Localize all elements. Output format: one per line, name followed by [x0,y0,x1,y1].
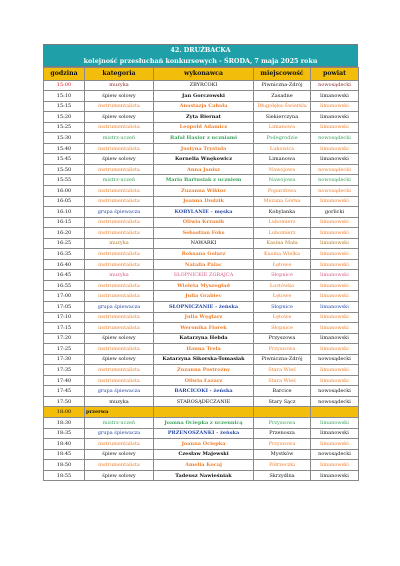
table-row [44,196,359,207]
cell-category: śpiew solowy [85,333,154,344]
schedule-sheet [43,44,358,481]
cell-county: nowosądecki [311,449,359,460]
cell-category: instrumentalista [85,249,154,260]
cell-performer: BARCICOKI - żeńska [154,386,254,397]
cell-town: Stara Wieś [254,375,311,386]
cell-county: limanowski [311,228,359,239]
cell-town: Piwniczna-Zdrój [254,80,311,91]
cell-time: 16:00 [44,185,85,196]
cell-performer: PRZENOSZANKI - żeńska [154,428,254,439]
table-row [44,386,359,397]
cell-category: instrumentalista [85,460,154,471]
table-row [44,460,359,471]
cell-time: 18:50 [44,460,85,471]
table-row [44,185,359,196]
cell-town: Kobylanka [254,207,311,218]
cell-time: 15:45 [44,154,85,165]
cell-town [254,407,311,418]
cell-town: Mystków [254,449,311,460]
cell-town: Słopnice [254,323,311,334]
cell-time: 16:45 [44,270,85,281]
table-row [44,301,359,312]
cell-performer: Tadeusz Nawieśniak [154,470,254,481]
cell-time: 16:20 [44,228,85,239]
cell-category: śpiew solowy [85,154,154,165]
cell-town: Barcice [254,386,311,397]
cell-time: 15:40 [44,143,85,154]
cell-county: limanowski [311,112,359,123]
cell-performer: Anna Janisz [154,164,254,175]
cell-category: grupa śpiewacza [85,428,154,439]
table-row [44,122,359,133]
cell-county: nowosądecki [311,133,359,144]
cell-town: Skrzydlna [254,470,311,481]
cell-town: Słopnice [254,270,311,281]
table-row [44,112,359,123]
cell-category: instrumentalista [85,375,154,386]
cell-county: limanowski [311,196,359,207]
cell-time: 15:50 [44,164,85,175]
cell-town: Limanowa [254,122,311,133]
column-header-performer: wykonawca [154,68,254,81]
cell-town: Piwniczna-Zdrój [254,354,311,365]
cell-category: instrumentalista [85,164,154,175]
cell-time: 15:30 [44,133,85,144]
cell-category: instrumentalista [85,101,154,112]
cell-performer: Julia Węglarz [154,312,254,323]
cell-time: 17:20 [44,333,85,344]
cell-time: 15:20 [44,112,85,123]
cell-town: Popardowa [254,185,311,196]
cell-performer: Jan Gorczowski [154,91,254,102]
cell-town: Łostówka [254,280,311,291]
cell-county: limanowski [311,122,359,133]
cell-performer: Julia Grabiec [154,291,254,302]
cell-category: śpiew solowy [85,470,154,481]
table-row [44,164,359,175]
cell-county: limanowski [311,344,359,355]
cell-category: mistrz-uczeń [85,418,154,429]
cell-county: limanowski [311,323,359,334]
cell-performer: Roksana Golarz [154,249,254,260]
cell-performer: Katarzyna Sikorska-Tomasiak [154,354,254,365]
cell-category: instrumentalista [85,291,154,302]
cell-performer: ZBYRCOKI [154,80,254,91]
cell-county: limanowski [311,365,359,376]
table-row [44,449,359,460]
cell-performer: Zuzanna Postrożny [154,365,254,376]
cell-performer: KOBYLANIE - męska [154,207,254,218]
cell-county: limanowski [311,439,359,450]
cell-town: Łukowica [254,143,311,154]
table-row [44,333,359,344]
cell-category: instrumentalista [85,228,154,239]
cell-performer: Joanna Ociepka z uczennicą [154,418,254,429]
cell-category: instrumentalista [85,185,154,196]
cell-time: 17:05 [44,301,85,312]
table-row [44,238,359,249]
cell-time: 16:05 [44,196,85,207]
table-row [44,80,359,91]
column-header-town: miejscowość [254,68,311,81]
cell-category: śpiew solowy [85,91,154,102]
cell-category: grupa śpiewacza [85,386,154,397]
table-row [44,101,359,112]
cell-town: Przenosza [254,428,311,439]
table-row [44,280,359,291]
table-row [44,396,359,407]
cell-time: 17:40 [44,375,85,386]
table-row [44,365,359,376]
table-row [44,418,359,429]
cell-category: instrumentalista [85,280,154,291]
cell-time: 15:55 [44,175,85,186]
cell-town: Mszana Górna [254,196,311,207]
cell-county: nowosądecki [311,396,359,407]
cell-category: muzyka [85,396,154,407]
cell-category: śpiew solowy [85,354,154,365]
cell-town: Przyszowa [254,418,311,429]
cell-town: Przyszowa [254,439,311,450]
cell-town: Przyszowa [254,333,311,344]
table-row [44,228,359,239]
cell-performer: STAROSĄDECZANIE [154,396,254,407]
cell-time: 18:35 [44,428,85,439]
cell-performer: Anastazja Cabała [154,101,254,112]
cell-performer: Maria Bartusiak z uczniem [154,175,254,186]
cell-time: 17:00 [44,291,85,302]
cell-performer: SŁOPNICKIE ZGRAJCA [154,270,254,281]
cell-county: limanowski [311,470,359,481]
cell-performer: Oliwia Krzanik [154,217,254,228]
cell-county: limanowski [311,460,359,471]
cell-time: 15:15 [44,101,85,112]
cell-town: Siekierczyna [254,112,311,123]
table-row [44,470,359,481]
cell-time: 16:25 [44,238,85,249]
cell-performer: Oliwia Łazarz [154,375,254,386]
table-row [44,217,359,228]
cell-performer: NAWARKI [154,238,254,249]
cell-town: Łętowe [254,312,311,323]
cell-time: 17:45 [44,386,85,397]
cell-performer: Katarzyna Hebda [154,333,254,344]
cell-county: nowosądecki [311,164,359,175]
cell-category: grupa śpiewacza [85,207,154,218]
cell-town: Stara Wieś [254,365,311,376]
cell-time: 18:30 [44,418,85,429]
cell-performer: Amelia Kocaj [154,460,254,471]
cell-town: Lubomierz [254,228,311,239]
cell-town: Nawojowa [254,164,311,175]
cell-county: limanowski [311,418,359,429]
cell-category: instrumentalista [85,365,154,376]
cell-time: 15:10 [44,91,85,102]
cell-category: instrumentalista [85,143,154,154]
cell-time: 18:45 [44,449,85,460]
cell-category: instrumentalista [85,312,154,323]
cell-performer: Leopold Adamicz [154,122,254,133]
cell-county: limanowski [311,238,359,249]
table-row [44,428,359,439]
cell-time: 15:25 [44,122,85,133]
cell-county: limanowski [311,280,359,291]
cell-town: Półrzeczki [254,460,311,471]
cell-category: muzyka [85,238,154,249]
cell-time: 17:25 [44,344,85,355]
cell-time: 17:30 [44,354,85,365]
cell-performer: Zyta Biernat [154,112,254,123]
column-header-county: powiat [311,68,359,81]
cell-town: Słopnice [254,301,311,312]
cell-performer: Justyna Trystuła [154,143,254,154]
cell-town: Łętowe [254,259,311,270]
event-title: 42. DRUŻBACKA [170,46,231,54]
table-row [44,143,359,154]
cell-category: mistrz-uczeń [85,175,154,186]
cell-county: limanowski [311,154,359,165]
cell-town: Nawojowa [254,175,311,186]
cell-county: limanowski [311,428,359,439]
cell-county: nowosądecki [311,80,359,91]
cell-town: Kasina Mała [254,238,311,249]
cell-performer: Rafał Hasior z uczniami [154,133,254,144]
cell-county: nowosądecki [311,175,359,186]
cell-performer: Zuzanna Wiktor [154,185,254,196]
cell-county: nowosądecki [311,386,359,397]
table-row [44,375,359,386]
cell-category: mistrz-uczeń [85,133,154,144]
table-row [44,175,359,186]
cell-county: nowosądecki [311,354,359,365]
table-row [44,323,359,334]
cell-county: limanowski [311,301,359,312]
table-row [44,249,359,260]
cell-county [311,407,359,418]
cell-category: śpiew solowy [85,112,154,123]
cell-time: 16:35 [44,249,85,260]
cell-town: Kasina Wielka [254,249,311,260]
cell-performer: Joanna Dudzik [154,196,254,207]
cell-performer: Kornelia Wnękowicz [154,154,254,165]
cell-category: instrumentalista [85,259,154,270]
column-header-time: godzina [44,68,85,81]
cell-county: limanowski [311,101,359,112]
cell-time: 16:10 [44,207,85,218]
cell-county: limanowski [311,312,359,323]
cell-county: limanowski [311,270,359,281]
cell-county: limanowski [311,249,359,260]
cell-town: Podegrodzie [254,133,311,144]
cell-category: przerwa [85,407,154,418]
title-banner [43,44,358,67]
cell-performer: Sebastian Foks [154,228,254,239]
cell-county: limanowski [311,259,359,270]
cell-time: 16:15 [44,217,85,228]
cell-town: Przyszowa [254,344,311,355]
cell-performer: Czesław Majewski [154,449,254,460]
cell-town: Długołęka-Świerkla [254,101,311,112]
cell-category: muzyka [85,80,154,91]
cell-time: 17:50 [44,396,85,407]
table-row [44,439,359,450]
cell-category: śpiew solowy [85,449,154,460]
cell-county: limanowski [311,91,359,102]
table-row [44,291,359,302]
cell-time: 17:15 [44,323,85,334]
cell-town: Zasadne [254,91,311,102]
table-row [44,133,359,144]
cell-time: 18:40 [44,439,85,450]
cell-time: 15:00 [44,80,85,91]
cell-category: instrumentalista [85,217,154,228]
cell-county: gorlicki [311,207,359,218]
cell-category: instrumentalista [85,122,154,133]
cell-town: Lubomierz [254,217,311,228]
cell-county: limanowski [311,143,359,154]
cell-time: 17:35 [44,365,85,376]
table-row [44,154,359,165]
schedule-rows [44,80,359,481]
cell-performer: Hanna Trela [154,344,254,355]
table-row [44,312,359,323]
cell-performer: SŁOPNICZANIE - żeńska [154,301,254,312]
cell-category: grupa śpiewacza [85,301,154,312]
header-row [44,68,359,81]
cell-category: instrumentalista [85,196,154,207]
table-row [44,207,359,218]
cell-category: instrumentalista [85,344,154,355]
cell-performer: Wioleta Myszogład [154,280,254,291]
table-row [44,259,359,270]
cell-town: Łętowe [254,291,311,302]
table-row [44,270,359,281]
cell-county: limanowski [311,375,359,386]
column-header-category: kategoria [85,68,154,81]
cell-county: nowosądecki [311,185,359,196]
table-row [44,344,359,355]
cell-county: limanowski [311,333,359,344]
cell-performer: Joanna Ociepka [154,439,254,450]
cell-performer [154,407,254,418]
table-row [44,354,359,365]
cell-category: instrumentalista [85,439,154,450]
cell-time: 16:55 [44,280,85,291]
cell-time: 18:00 [44,407,85,418]
cell-time: 16:40 [44,259,85,270]
cell-category: muzyka [85,270,154,281]
cell-county: limanowski [311,217,359,228]
schedule-table [43,67,359,481]
cell-town: Limanowa [254,154,311,165]
break-row [44,407,359,418]
cell-time: 18:55 [44,470,85,481]
cell-performer: Natalia Palac [154,259,254,270]
table-row [44,91,359,102]
cell-time: 17:10 [44,312,85,323]
cell-town: Stary Sącz [254,396,311,407]
cell-county: limanowski [311,291,359,302]
cell-category: instrumentalista [85,323,154,334]
cell-performer: Weronika Florek [154,323,254,334]
schedule-subtitle: kolejność przesłuchań konkursowych - ŚRODA, 7 maja 2025 roku [83,56,318,65]
